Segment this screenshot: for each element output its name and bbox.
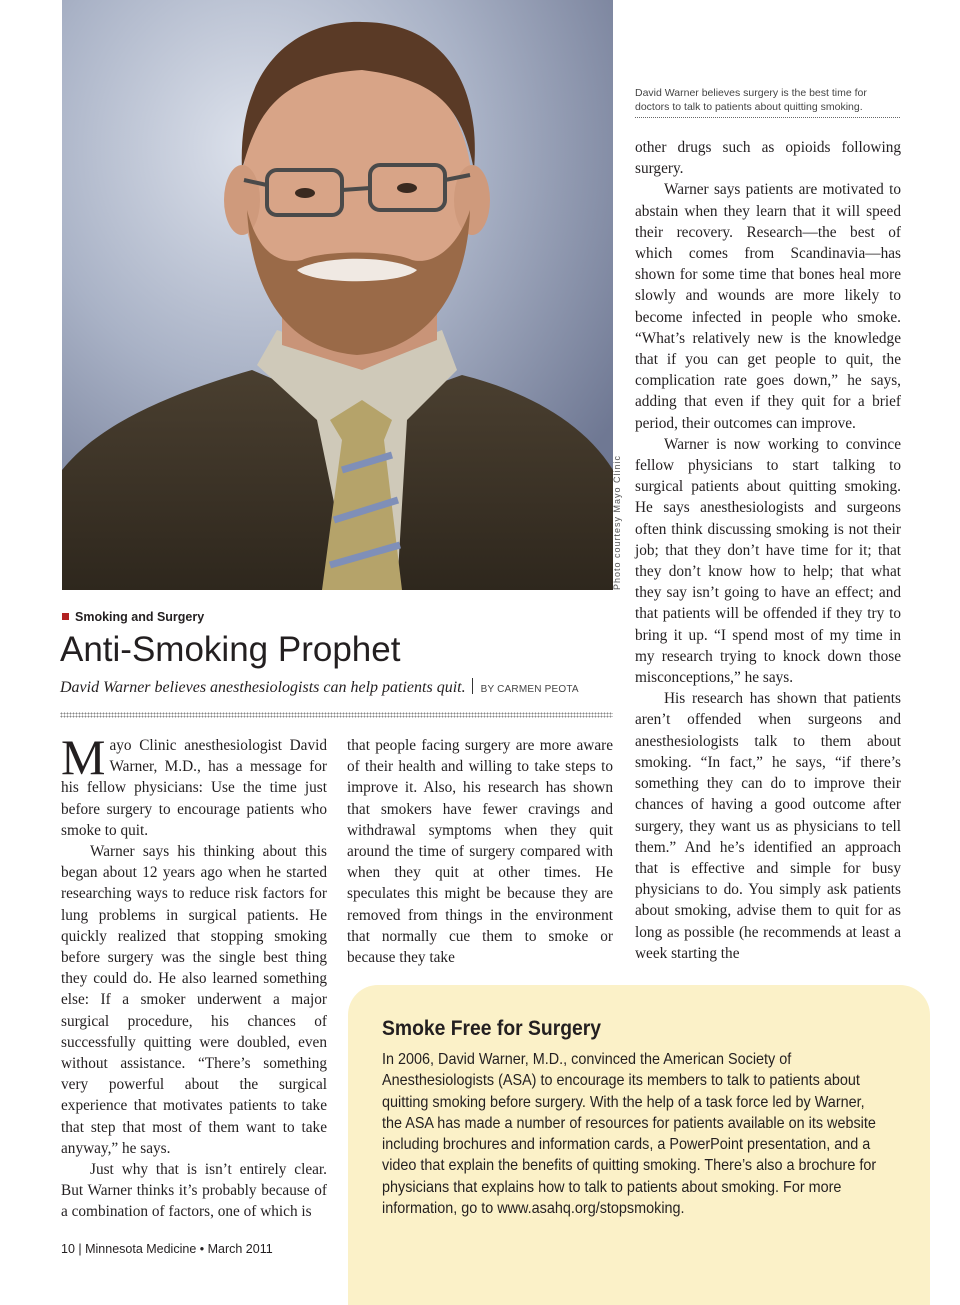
section-marker-icon xyxy=(62,613,69,620)
photo-credit: Photo courtesy Mayo Clinic xyxy=(612,454,622,590)
paragraph: Just why that is isn’t entirely clear. But Warner thinks it’s probably because of a combination of factors, one of which is xyxy=(61,1161,327,1221)
paragraph: that people facing surgery are more aware of their health and willing to take steps to improve it. Also, his research has shown that smokers have fewer cravings and withdrawal symptoms when they quit around the time of surgery compared with when they quit at other times. He speculates this might be because they are removed from things in the environment that normally cue them to smoke or because they take xyxy=(347,737,613,967)
drop-cap: M xyxy=(61,729,106,785)
sidebar-box xyxy=(348,985,930,1305)
article-column-3 xyxy=(635,137,901,964)
byline: BY CARMEN PEOTA xyxy=(480,684,579,695)
section-label xyxy=(62,610,204,624)
section-label-text: Smoking and Surgery xyxy=(75,610,205,624)
header-divider xyxy=(60,712,613,718)
article-deck xyxy=(60,678,579,697)
article-title: Anti-Smoking Prophet xyxy=(60,630,401,669)
paragraph-text: ayo Clinic anesthesiologist David Warner, M.D., has a message for his fellow physicians: Use the time just before surgery to encourage patients who smoke to quit. xyxy=(61,737,327,839)
paragraph: Warner says patients are motivated to abstain when they learn that it will speed their recovery. Research—the best of which comes from Scandinavia—has shown for some time that bones heal more slowly and wounds are more likely to become infected in people who smoke. “What’s relatively new is the knowledge that if you can get people to quit, the complication rate goes down,” he says, adding that even if they quit for a brief period, their outcomes can improve. xyxy=(635,181,901,432)
portrait-photo xyxy=(62,0,613,590)
sidebar-title: Smoke Free for Surgery xyxy=(382,1017,602,1040)
paragraph: Warner says his thinking about this began about 12 years ago when he started researching ways to reduce risk factors for lung problems in surgical patients. He quickly realized that stopping smoking before surgery was the single best thing they could do. He also learned something else: If a smoker underwent a major surgical procedure, his chances of successfully quitting were doubled, even without assistance. “There’s something very powerful about the surgical experience that motivates patients to take that step that most of them want to take anyway,” he says. xyxy=(61,843,327,1157)
deck-text: David Warner believes anesthesiologists can help patients quit. xyxy=(60,679,466,696)
portrait-illustration xyxy=(62,0,613,590)
page-footer: 10 | Minnesota Medicine • March 2011 xyxy=(61,1242,273,1256)
photo-caption: David Warner believes surgery is the best time for doctors to talk to patients about quitting smoking. xyxy=(635,86,900,118)
article-column-1 xyxy=(61,729,327,1223)
deck-divider xyxy=(472,678,473,694)
article-column-2 xyxy=(347,735,613,968)
paragraph: His research has shown that patients aren’t offended when surgeons and anesthesiologists talk to them about smoking. “In fact,” he says, “if there’s something they can do to improve their chances of having a good outcome after surgery, they want us as physicians to tell them.” And he’s identified an approach that is effective and simple for busy physicians to do. You simply ask patients about smoking, advise them to quit for as long as possible (he recommends at least a week starting the xyxy=(635,690,901,962)
paragraph: other drugs such as opioids following surgery. xyxy=(635,139,901,178)
paragraph xyxy=(61,729,327,841)
paragraph: Warner is now working to convince fellow physicians to start talking to surgical patients about quitting smoking. He says anesthesiologists and surgeons often think discussing smoking is not their job; that they don’t have time for it; that they don’t know how to help; that what they say isn’t going to have an effect; and that patients will be offended if they try to bring it up. “I spend most of my time in my research trying to knock down those misconceptions,” he says. xyxy=(635,435,901,687)
sidebar-body: In 2006, David Warner, M.D., convinced the American Society of Anesthesiologists (ASA) to encourage its members to talk to patients about quitting smoking before surgery. With the help of a task force led by Warner, the ASA has made a number of resources for patients available on its website including brochures and information cards, a PowerPoint presentation, and a video that explain the benefits of quitting smoking. There’s also a brochure for physicians that explains how to talk to patients about smoking. For more information, go to www.asahq.org/stopsmoking. xyxy=(382,1051,877,1218)
